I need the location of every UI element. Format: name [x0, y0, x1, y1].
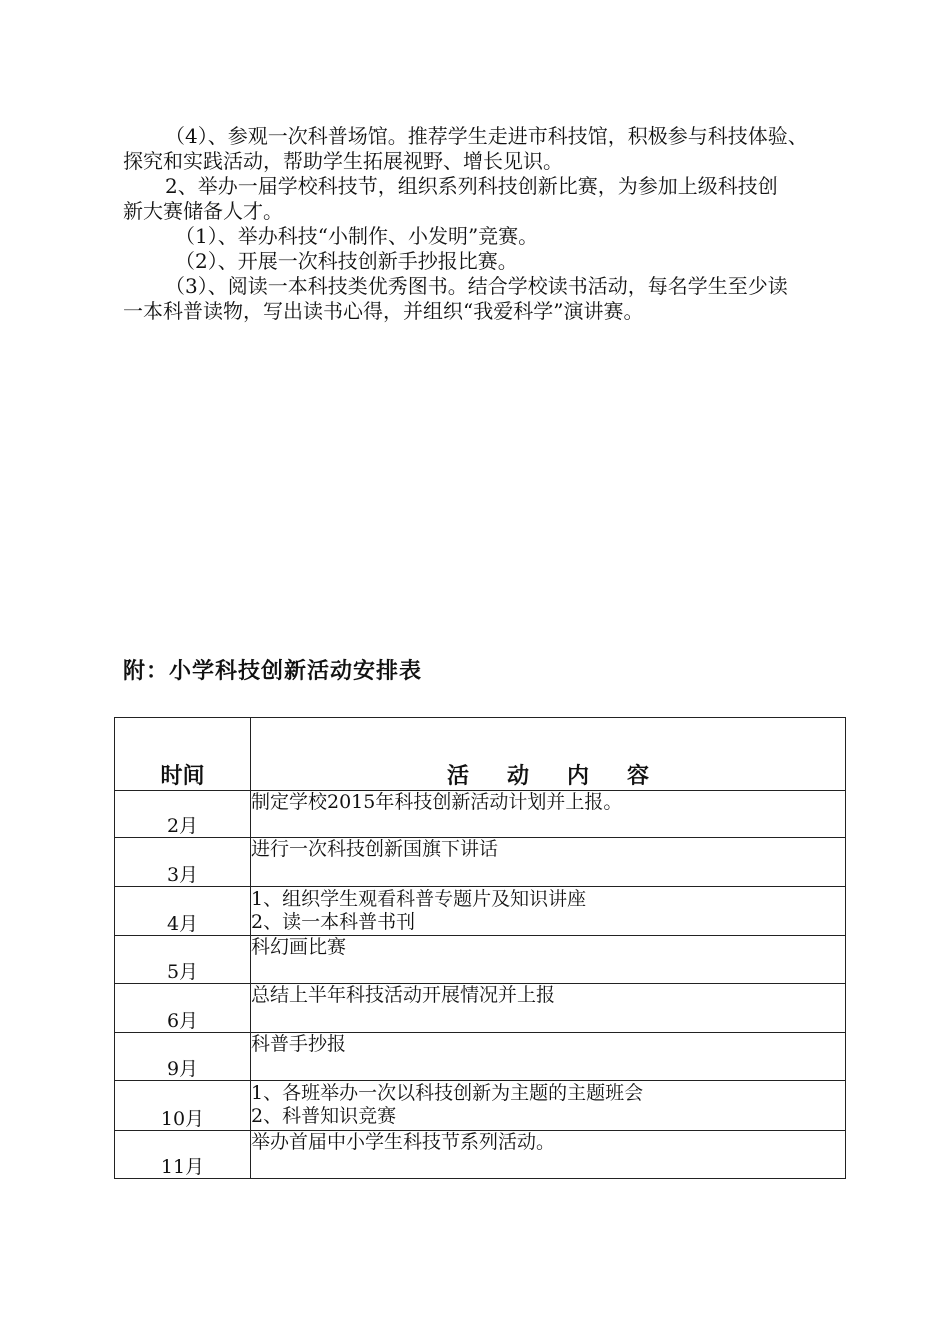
text-line: 一本科普读物，写出读书心得，并组织“我爱科学”演讲赛。	[123, 298, 644, 323]
row-activity	[251, 984, 846, 1033]
activity-line: 科普手抄报	[251, 1033, 347, 1055]
row-time: 11月	[115, 1131, 251, 1179]
table-row	[115, 887, 846, 936]
row-activity	[251, 936, 846, 984]
row-activity	[251, 1081, 846, 1131]
text-line: （4）、参观一次科普场馆。推荐学生走进市科技馆，积极参与科技体验、	[165, 124, 808, 148]
table-row	[115, 984, 846, 1033]
table-row	[115, 1033, 846, 1081]
paragraph-science-festival	[123, 174, 853, 223]
activity-line: 2、读一本科普书刊	[251, 911, 416, 933]
text-line: （3）、阅读一本科技类优秀图书。结合学校读书活动，每名学生至少读	[165, 274, 788, 298]
activity-line: 制定学校2015年科技创新活动计划并上报。	[251, 791, 623, 813]
paragraph-visit-science-venue	[123, 124, 853, 173]
appendix-title: 附：小学科技创新活动安排表	[123, 659, 423, 684]
row-time: 3月	[115, 838, 251, 887]
row-activity	[251, 838, 846, 887]
row-activity	[251, 791, 846, 838]
activity-schedule-table	[114, 717, 846, 1179]
activity-line: 科幻画比赛	[251, 936, 347, 958]
row-time: 10月	[115, 1081, 251, 1131]
row-time: 5月	[115, 936, 251, 984]
paragraph-reading-activity	[123, 274, 853, 323]
row-time: 9月	[115, 1033, 251, 1081]
table-row	[115, 791, 846, 838]
paragraph-newspaper-contest	[123, 249, 853, 274]
activity-line: 1、组织学生观看科普专题片及知识讲座	[251, 888, 587, 910]
text-line: （2）、开展一次科技创新手抄报比赛。	[175, 249, 518, 273]
row-time: 6月	[115, 984, 251, 1033]
text-line: （1）、举办科技“小制作、小发明”竞赛。	[175, 224, 539, 248]
header-activity: 活动内容	[251, 718, 846, 791]
row-activity	[251, 887, 846, 936]
table-row	[115, 838, 846, 887]
text-line: 2、举办一届学校科技节，组织系列科技创新比赛，为参加上级科技创	[165, 174, 778, 198]
table-row	[115, 1131, 846, 1179]
row-time: 4月	[115, 887, 251, 936]
activity-line: 总结上半年科技活动开展情况并上报	[251, 984, 556, 1006]
text-line: 探究和实践活动，帮助学生拓展视野、增长见识。	[123, 148, 563, 173]
text-line: 新大赛储备人才。	[123, 198, 283, 223]
table-header-row	[115, 718, 846, 791]
row-activity	[251, 1033, 846, 1081]
activity-line: 1、各班举办一次以科技创新为主题的主题班会	[251, 1082, 644, 1104]
activity-line: 举办首届中小学生科技节系列活动。	[251, 1131, 556, 1153]
row-time: 2月	[115, 791, 251, 838]
header-time: 时间	[115, 718, 251, 791]
activity-line: 进行一次科技创新国旗下讲话	[251, 838, 499, 860]
paragraph-invention-contest	[123, 224, 853, 249]
table-row	[115, 936, 846, 984]
activity-line: 2、科普知识竞赛	[251, 1105, 397, 1127]
table-row	[115, 1081, 846, 1131]
row-activity	[251, 1131, 846, 1179]
